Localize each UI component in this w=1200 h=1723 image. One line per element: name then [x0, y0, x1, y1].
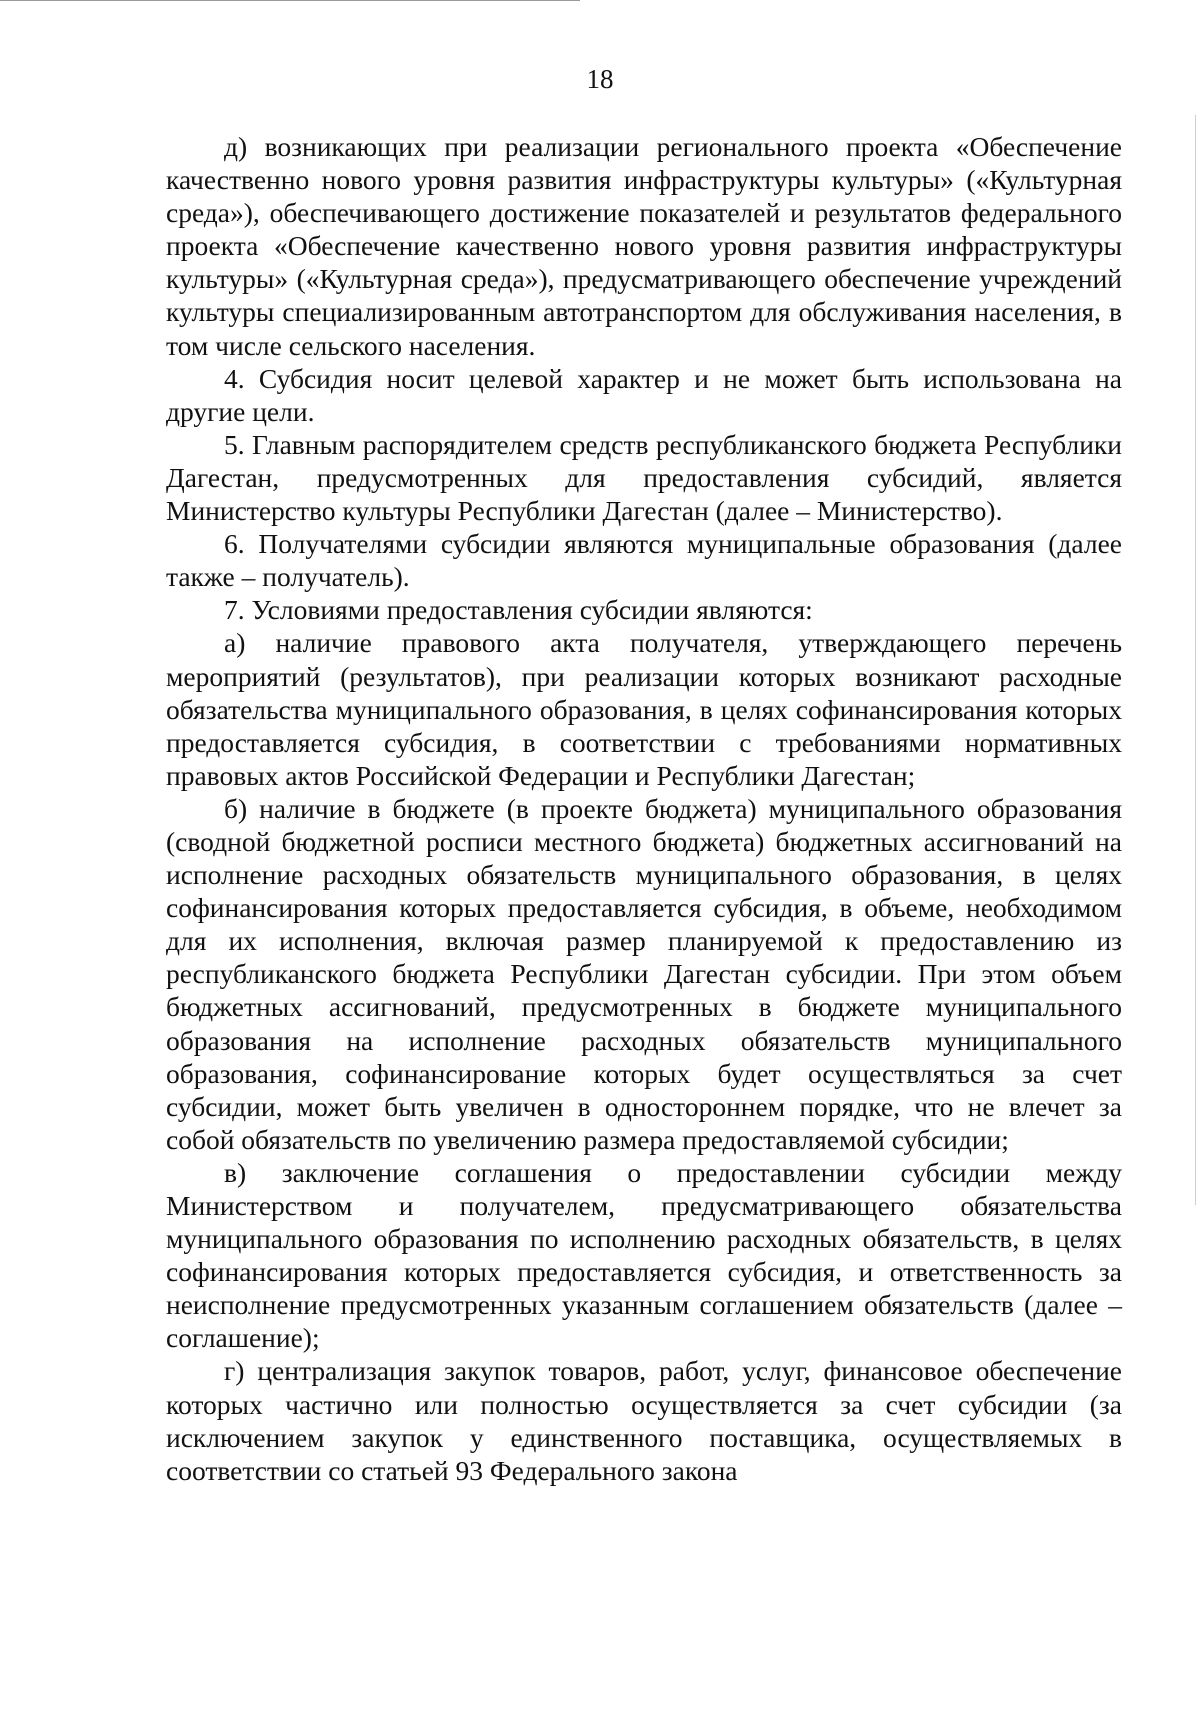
paragraph-clause-7b: б) наличие в бюджете (в проекте бюджета) муниципального образования (сводной бюджетной росписи местного бюджета) бюджетных ассигнований на исполнение расходных обязательств муниципального образования, в целях софинансирования которых предоставляется субсидия, в объеме, необходимом для их исполнения, включая размер планируемой к предоставлению из республиканского бюджета Республики Дагестан субсидии. При этом объем бюджетных ассигнований, предусмотренных в бюджете муниципального образования на исполнение расходных обязательств муниципального образования, софинансирование которых будет осуществляться за счет субсидии, может быть увеличен в одностороннем порядке, что не влечет за собой обязательств по увеличению размера предоставляемой субсидии;	[166, 792, 1122, 1155]
paragraph-clause-7g: г) централизация закупок товаров, работ, услуг, финансовое обеспечение которых частично или полностью осуществляется за счет субсидии (за исключением закупок у единственного поставщика, осуществляемых в соответствии со статьей 93 Федерального закона	[166, 1355, 1122, 1486]
paragraph-clause-7v: в) заключение соглашения о предоставлении субсидии между Министерством и получателем, предусматривающего обязательства муниципального образования по исполнению расходных обязательств, в целях софинансирования которых предоставляется субсидия, и ответственность за неисполнение предусмотренных указанным соглашением обязательств (далее – соглашение);	[166, 1156, 1122, 1354]
paragraph-clause-4: 4. Субсидия носит целевой характер и не может быть использована на другие цели.	[166, 362, 1122, 427]
scan-edge-line-right	[1195, 115, 1196, 1205]
paragraph-clause-5: 5. Главным распорядителем средств республиканского бюджета Республики Дагестан, предусмотренных для предоставления субсидий, является Министерство культуры Республики Дагестан (далее – Министерство).	[166, 428, 1122, 527]
scan-edge-line-top	[0, 0, 580, 1]
paragraph-clause-7a: а) наличие правового акта получателя, утверждающего перечень мероприятий (результатов), при реализации которых возникают расходные обязательства муниципального образования, в целях софинансирования которых предоставляется субсидия, в соответствии с требованиями нормативных правовых актов Российской Федерации и Республики Дагестан;	[166, 627, 1122, 791]
document-body	[166, 130, 1122, 1487]
paragraph-clause-7: 7. Условиями предоставления субсидии являются:	[224, 594, 813, 626]
page-number: 18	[586, 64, 614, 94]
paragraph-clause-6: 6. Получателями субсидии являются муниципальные образования (далее также – получатель).	[166, 528, 1122, 593]
paragraph-item-d: д) возникающих при реализации регионального проекта «Обеспечение качественно нового уровня развития инфраструктуры культуры» («Культурная среда»), обеспечивающего достижение показателей и результатов федерального проекта «Обеспечение качественно нового уровня развития инфраструктуры культуры» («Культурная среда»), предусматривающего обеспечение учреждений культуры специализированным автотранспортом для обслуживания населения, в том числе сельского населения.	[166, 131, 1122, 361]
